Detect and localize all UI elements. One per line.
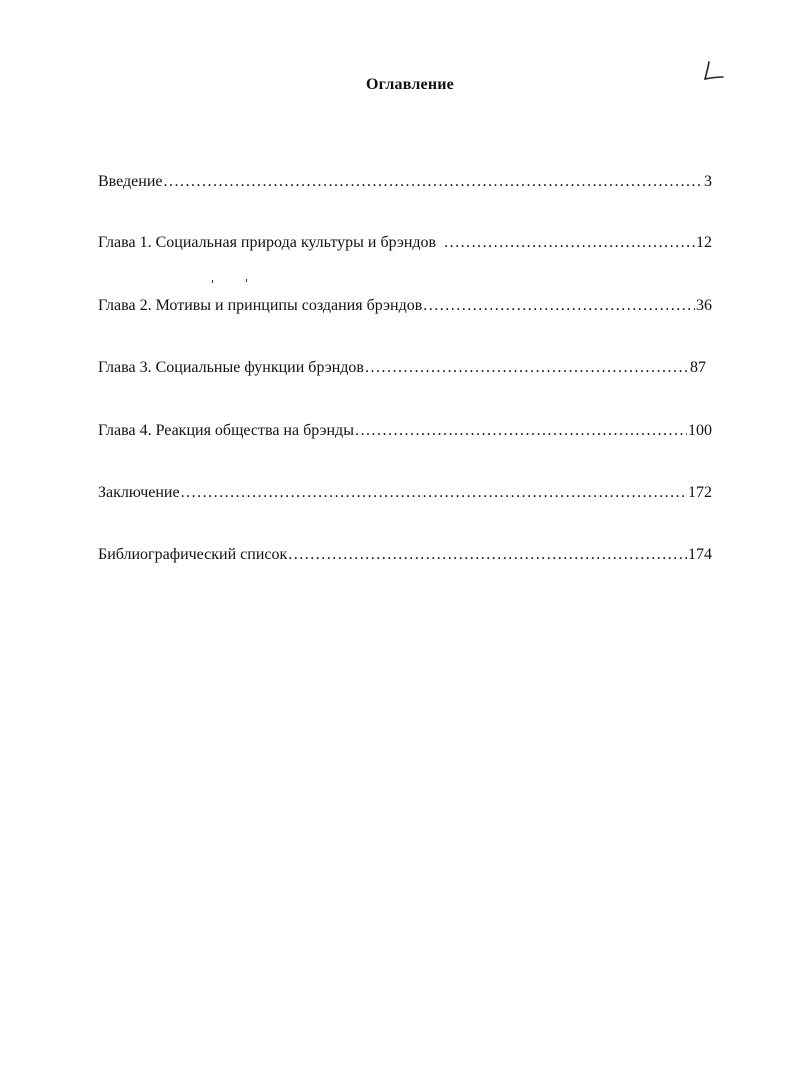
toc-entry-label: Библиографический список [98,546,288,563]
toc-entry-chapter-3[interactable] [98,358,712,378]
toc-entry-chapter-2[interactable] [98,296,712,316]
dot-leader [355,421,687,441]
toc-entry-page-number: 100 [688,422,712,439]
scan-speck [212,280,213,283]
dot-leader [365,358,689,378]
toc-entry-label: Глава 3. Социальные функции брэндов [98,359,364,376]
toc-entry-introduction[interactable] [98,172,712,192]
toc-entry-page-number: 174 [688,546,712,563]
dot-leader [164,172,704,192]
handwritten-page-number-mark [700,56,730,86]
toc-entry-page-number: 3 [704,173,712,190]
toc-entry-page-number: 36 [696,297,712,314]
dot-leader [423,296,695,316]
toc-entry-page-number: 172 [688,484,712,501]
toc-entry-label: Введение [98,173,163,190]
toc-entry-conclusion[interactable] [98,483,712,503]
dot-leader [444,233,695,253]
dot-leader [181,483,687,503]
toc-entry-bibliography[interactable] [98,545,712,565]
toc-entry-chapter-4[interactable] [98,421,712,441]
toc-entry-label: Глава 4. Реакция общества на брэнды [98,422,354,439]
toc-entry-label: Глава 1. Социальная природа культуры и брэндов [98,234,437,251]
scan-speck [246,279,247,282]
dot-leader [288,545,687,565]
toc-entry-chapter-1[interactable] [98,233,712,253]
toc-entry-label: Заключение [98,484,180,501]
toc-entry-page-number: 87 [690,359,706,376]
toc-entry-page-number: 12 [696,234,712,251]
page-title: Оглавление [366,76,454,93]
toc-entry-label: Глава 2. Мотивы и принципы создания брэндов [98,297,423,314]
